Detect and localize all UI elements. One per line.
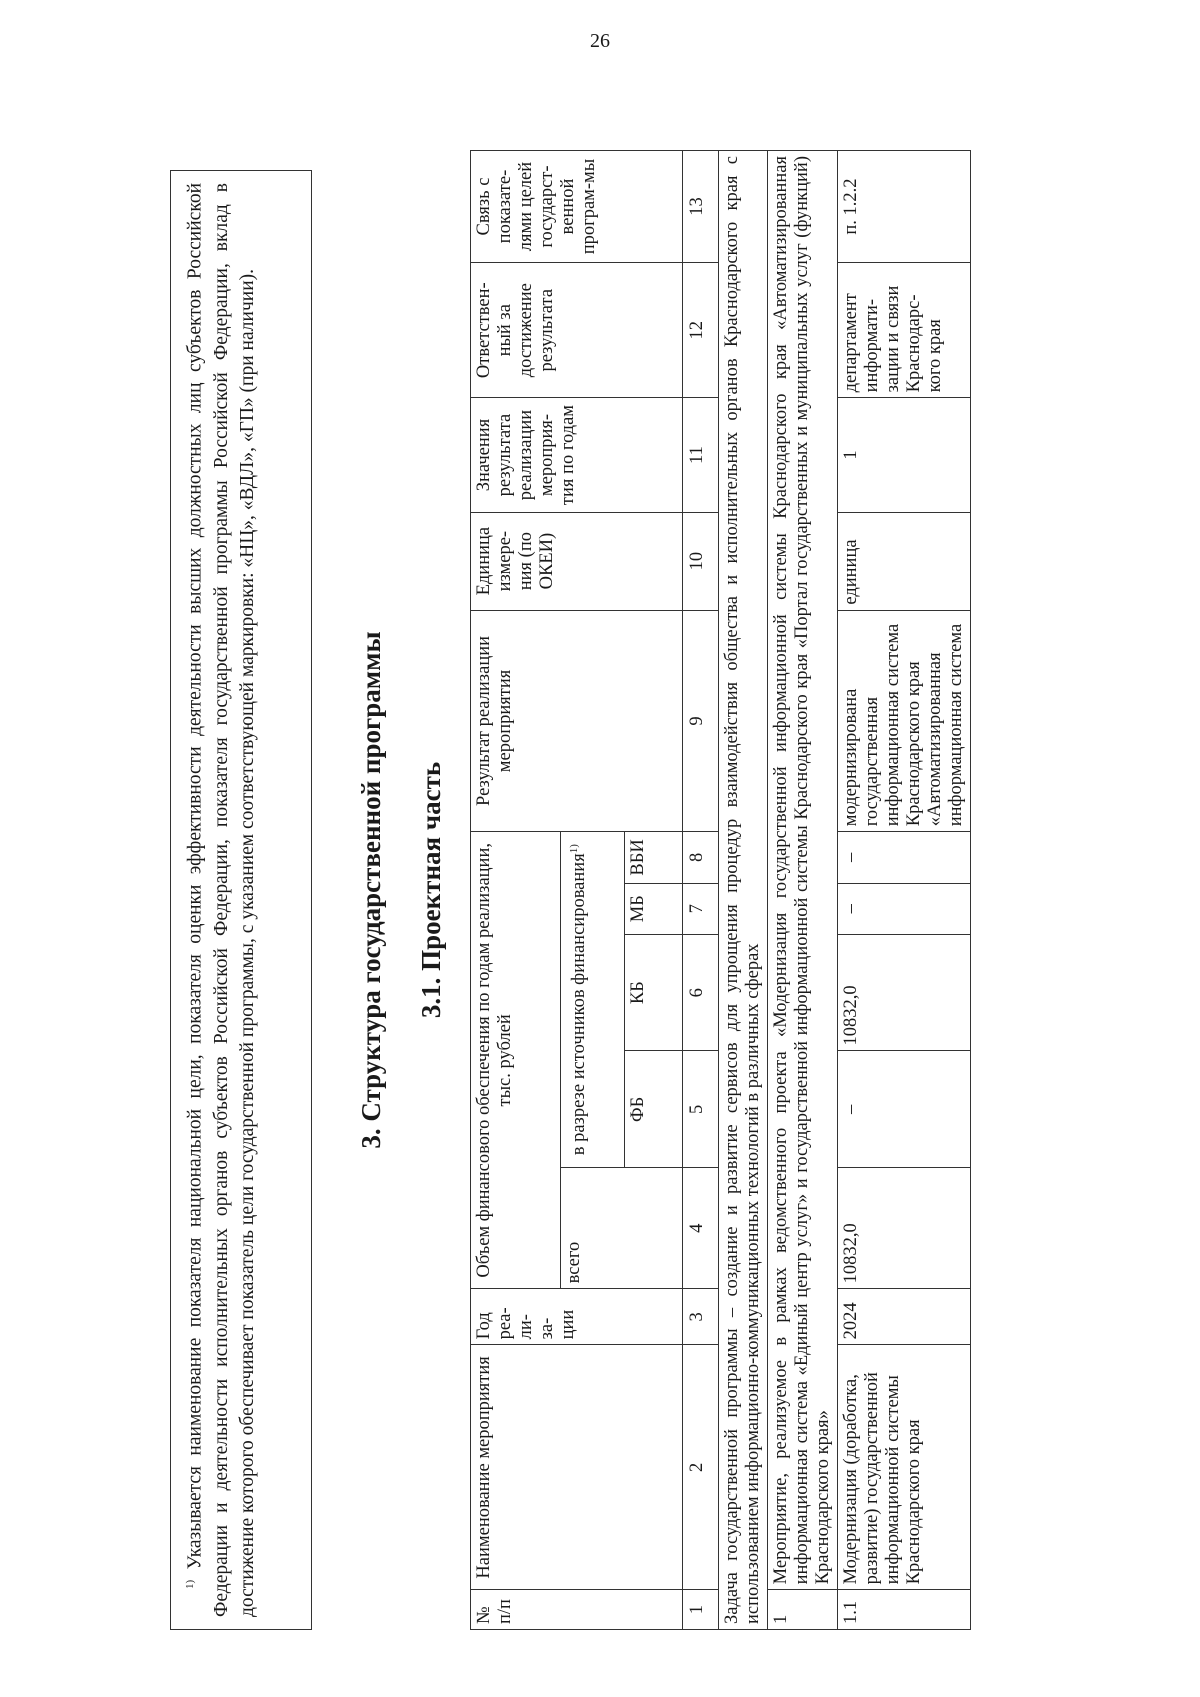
program-structure-table: [470, 150, 971, 1630]
header-num: № п/п: [471, 1590, 683, 1630]
footnote: [170, 170, 312, 1630]
header-unit: Единица измере-ния (по ОКЕИ): [471, 512, 683, 610]
header-total: всего: [561, 1168, 683, 1289]
column-number: 2: [683, 1345, 719, 1590]
row-vbi: –: [838, 832, 971, 883]
column-number: 13: [683, 151, 719, 263]
task-row: Задача государственной программы – создание и развитие сервисов для упрощения процедур взаимодействия общества и исполнительных органов Краснодарского края с использованием информационно-коммуникационных технологий в различных сферах: [719, 151, 768, 1630]
header-by-source-text: в разрезе источников финансирования: [569, 853, 590, 1156]
footnote-text: Указывается наименование показателя национальной цели, показателя оценки эффективности деятельности высших должностных лиц субъектов Российской Федерации и деятельности исполнительных органов субъектов Российской Федерации, показателя государственной программы Российской Федерации, вклад в достижение которого обеспечивает показатель цели государственной программы, с указанием соответствующей маркировки: «НЦ», «ВДЛ», «ГП» (при наличии).: [184, 183, 258, 1617]
row-mb: –: [838, 883, 971, 934]
measure-num: 1: [768, 1590, 838, 1630]
column-number: 7: [683, 883, 719, 934]
row-link: п. 1.2.2: [838, 151, 971, 263]
header-kb: КБ: [625, 934, 683, 1051]
header-result: Результат реализации мероприятия: [471, 610, 683, 832]
column-number: 9: [683, 610, 719, 832]
header-fb: ФБ: [625, 1051, 683, 1168]
section-title: 3. Структура государственной программы: [356, 631, 386, 1149]
subsection-title: 3.1. Проектная часть: [416, 761, 446, 1019]
header-vbi: ВБИ: [625, 832, 683, 883]
column-number: 11: [683, 398, 719, 512]
header-values: Значения результата реализации мероприя-тия по годам: [471, 398, 683, 512]
header-volume: Объем финансового обеспечения по годам реализации, тыс. рублей: [471, 832, 561, 1289]
column-number: 5: [683, 1051, 719, 1168]
row-value: 1: [838, 398, 971, 512]
row-result: модернизирована государственная информационная система Краснодарского края «Автоматизированная информационная система: [838, 610, 971, 832]
column-number: 12: [683, 263, 719, 398]
column-number: 10: [683, 512, 719, 610]
row-name: Модернизация (доработка, развитие) государственной информационной системы Краснодарского края: [838, 1345, 971, 1590]
header-link: Связь с показате-лями целей государст-венной програм-мы: [471, 151, 683, 263]
column-number: 8: [683, 832, 719, 883]
column-number: 1: [683, 1590, 719, 1630]
header-responsible: Ответствен-ный за достижение результата: [471, 263, 683, 398]
header-mb: МБ: [625, 883, 683, 934]
column-number: 6: [683, 934, 719, 1051]
header-name: Наименование мероприятия: [471, 1345, 683, 1590]
row-unit: единица: [838, 512, 971, 610]
footnote-marker: 1): [184, 1579, 196, 1589]
header-year: Год реа-ли-за-ции: [471, 1289, 683, 1345]
row-responsible: департамент информати-зации и связи Краснодарс-кого края: [838, 263, 971, 398]
measure-text: Мероприятие, реализуемое в рамках ведомственного проекта «Модернизация государственной информационной системы Краснодарского края «Автоматизированная информационная система «Единый центр услуг» и государственной информационной системы Краснодарского края «Портал государственных и муниципальных услуг (функций) Краснодарского края»: [768, 151, 838, 1590]
header-by-source: [561, 832, 625, 1168]
rotated-page-content: [170, 150, 1110, 1630]
table-row: [838, 151, 971, 1630]
page-number: 26: [590, 30, 610, 52]
row-year: 2024: [838, 1289, 971, 1345]
row-num: 1.1: [838, 1590, 971, 1630]
row-total: 10832,0: [838, 1168, 971, 1289]
header-by-source-sup: 1): [568, 844, 580, 854]
column-number: 4: [683, 1168, 719, 1289]
row-kb: 10832,0: [838, 934, 971, 1051]
row-fb: –: [838, 1051, 971, 1168]
column-number: 3: [683, 1289, 719, 1345]
